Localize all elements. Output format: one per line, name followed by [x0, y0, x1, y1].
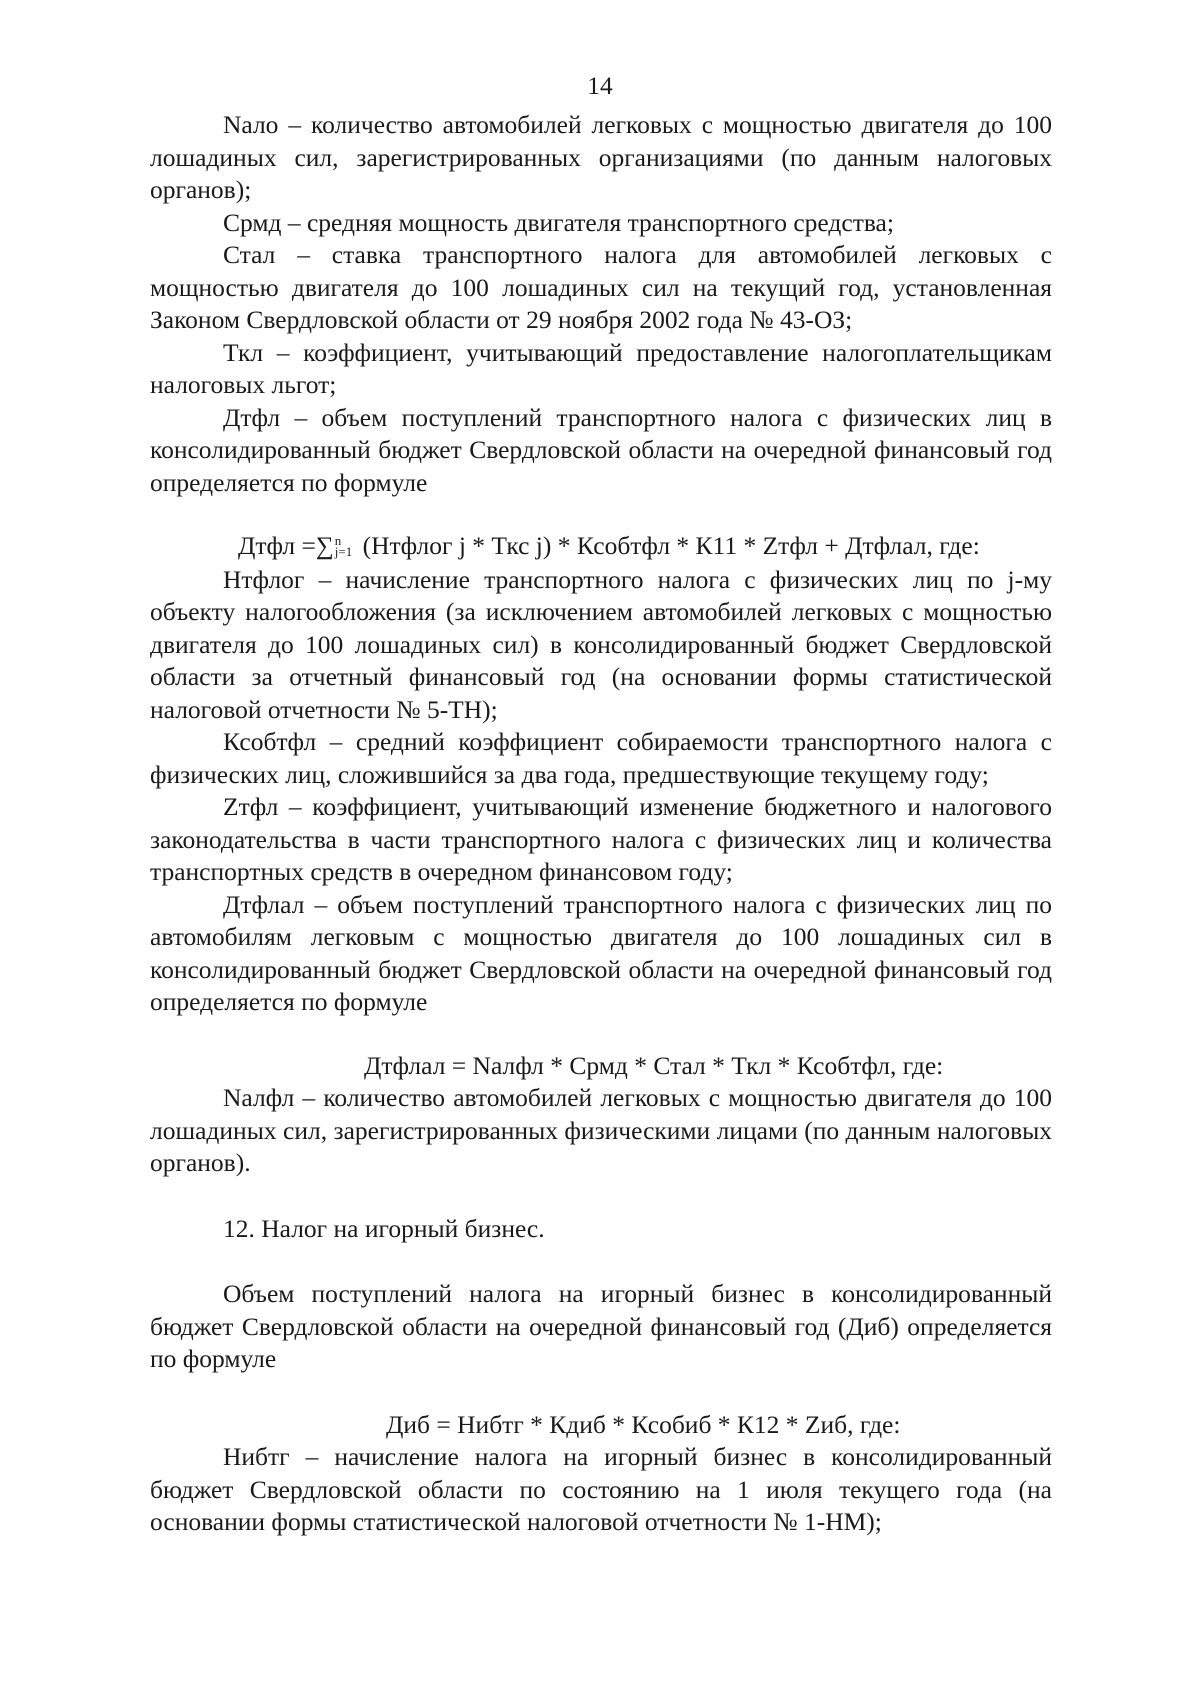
- formula-dtflal: Дтфлал = Nалфл * Срмд * Стал * Ткл * Ксобтфл, где:: [364, 1050, 944, 1080]
- sum-symbol: ∑: [315, 533, 334, 560]
- formula-dtfl-left: Дтфл =: [238, 531, 316, 560]
- definition-ksobtfl: Ксобтфл – средний коэффициент собираемости транспортного налога с физических лиц, сложившийся за два года, предшествующие текущему году;: [150, 727, 1052, 789]
- definition-tkl: Ткл – коэффициент, учитывающий предоставление налогоплательщикам налоговых льгот;: [150, 337, 1052, 399]
- sum-lower-limit: j=1: [334, 544, 353, 560]
- definition-nibtg: Нибтг – начисление налога на игорный бизнес в консолидированный бюджет Свердловской области по состоянию на 1 июля текущего года (на основании формы статистической налоговой отчетности № 1-НМ);: [150, 1442, 1052, 1536]
- sum-limits: [334, 533, 353, 560]
- definition-dtflal: Дтфлал – объем поступлений транспортного налога с физических лиц по автомобилям легковым с мощностью двигателя до 100 лошадиных сил в консолидированный бюджет Свердловской области на очередной финансовый год определяется по формуле: [150, 889, 1052, 1016]
- definition-stal: Стал – ставка транспортного налога для автомобилей легковых с мощностью двигателя до 100 лошадиных сил на текущий год, установленная Законом Свердловской области от 29 ноября 2002 года № 43-ОЗ;: [150, 240, 1052, 334]
- formula-dtfl-right: (Нтфлог j * Ткс j) * Ксобтфл * К11 * Zтфл + Дтфлал, где:: [356, 531, 980, 560]
- definition-ztfl: Zтфл – коэффициент, учитывающий изменение бюджетного и налогового законодательства в части транспортного налога с физических лиц и количества транспортных средств в очередном финансовом году;: [150, 792, 1052, 886]
- definition-nalo: Nало – количество автомобилей легковых с мощностью двигателя до 100 лошадиных сил, зарегистрированных организациями (по данным налоговых органов);: [150, 110, 1052, 204]
- definition-nalfl: Nалфл – количество автомобилей легковых с мощностью двигателя до 100 лошадиных сил, зарегистрированных физическими лицами (по данным налоговых органов).: [150, 1083, 1052, 1177]
- document-body: [150, 109, 1052, 1539]
- definition-dtfl: Дтфл – объем поступлений транспортного налога с физических лиц в консолидированный бюджет Свердловской области на очередной финансовый год определяется по формуле: [150, 402, 1052, 497]
- formula-dib: Диб = Нибтг * Кдиб * Ксобиб * К12 * Zиб, где:: [386, 1409, 901, 1439]
- definition-ntflog: Нтфлог – начисление транспортного налога с физических лиц по j-му объекту налогообложения (за исключением автомобилей легковых с мощностью двигателя до 100 лошадиных сил) в консолидированный бюджет Свердловской области за отчетный финансовый год (на основании формы статистической налоговой отчетности № 5-ТН);: [150, 564, 1052, 724]
- definition-srmd: Срмд – средняя мощность двигателя транспортного средства;: [223, 207, 894, 237]
- paragraph-dib: Объем поступлений налога на игорный бизнес в консолидированный бюджет Свердловской области на очередной финансовый год (Диб) определяется по формуле: [150, 1279, 1052, 1373]
- page-number: 14: [587, 71, 613, 100]
- section-heading-12: 12. Налог на игорный бизнес.: [223, 1213, 545, 1243]
- sum-upper-limit: n: [334, 533, 342, 549]
- formula-dtfl: [150, 530, 1052, 564]
